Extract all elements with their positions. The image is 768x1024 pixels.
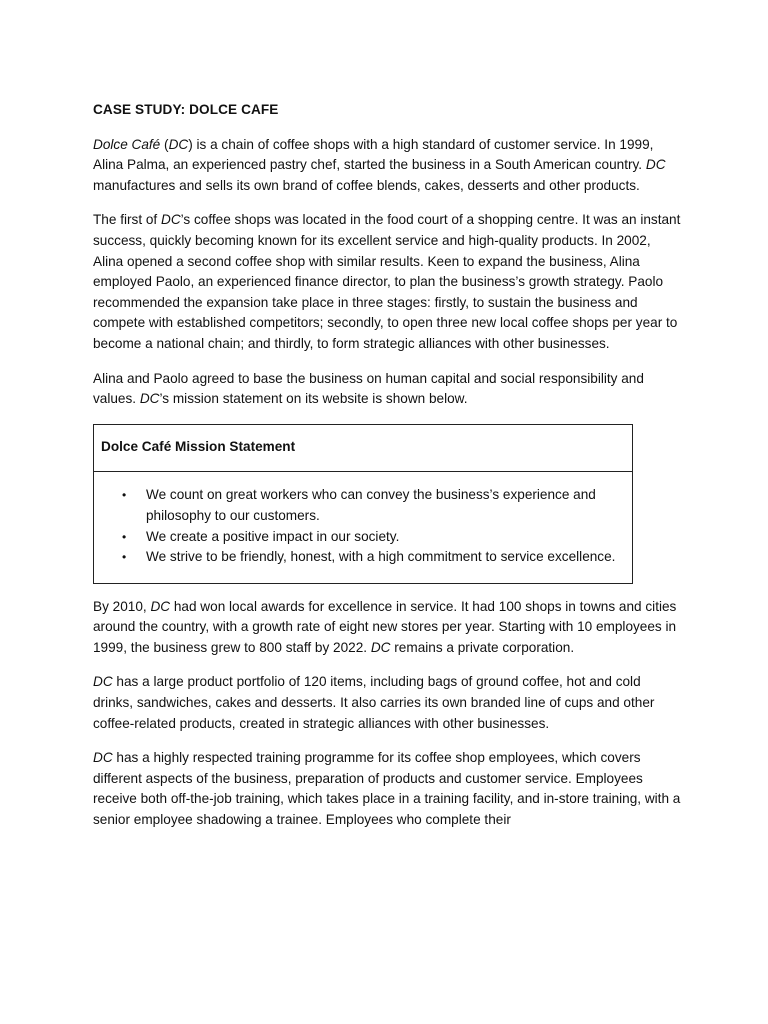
mission-item — [122, 547, 622, 568]
document-page — [93, 100, 683, 845]
company-abbr: DC — [168, 136, 189, 152]
training-paragraph — [93, 748, 683, 830]
intro-paragraph — [93, 135, 683, 197]
text-run: By 2010, — [93, 598, 151, 614]
company-abbr: DC — [93, 750, 113, 766]
mission-item-text: We strive to be friendly, honest, with a high commitment to service excellence. — [146, 549, 616, 565]
company-abbr: DC — [645, 157, 666, 173]
company-abbr: DC — [370, 639, 391, 655]
text-run: Alina and Paolo agreed to base the business on human capital and social responsibility and values. — [93, 370, 644, 407]
bullet-icon: • — [122, 529, 127, 544]
mission-statement-title: Dolce Café Mission Statement — [94, 425, 632, 473]
mission-statement-box — [93, 424, 633, 584]
mission-item — [122, 485, 622, 526]
text-run: ( — [160, 136, 169, 152]
company-abbr: DC — [150, 598, 171, 614]
bullet-icon: • — [122, 488, 127, 503]
history-paragraph — [93, 210, 683, 354]
mission-item-text: We count on great workers who can convey the business’s experience and philosophy to our customers. — [146, 487, 596, 523]
text-run: has a highly respected training programme for its coffee shop employees, which covers different aspects of the business, preparation of products and customer service. Employees receive both off-the-job training, which takes place in a training facility, and in-store training, with a senior employee shadowing a trainee. Employees who complete their — [93, 750, 681, 828]
text-run: ) is a chain of coffee shops with a high standard of customer service. In 1999, Alina Palma, an experienced pastry chef, started the business in a South American country. — [93, 136, 654, 173]
values-paragraph — [93, 369, 683, 410]
text-run: manufactures and sells its own brand of coffee blends, cakes, desserts and other products. — [93, 177, 640, 193]
mission-statement-list — [94, 472, 632, 582]
case-study-heading: CASE STUDY: DOLCE CAFE — [93, 102, 279, 117]
bullet-icon: • — [122, 550, 127, 565]
text-run: ’s coffee shops was located in the food court of a shopping centre. It was an instant success, quickly becoming known for its excellent service and high-quality products. In 2002, Alina opened a second coffee shop with similar results. Keen to expand the business, Alina employed Paolo, an experienced finance director, to plan the business’s growth strategy. Paolo recommended the expansion take place in three stages: firstly, to sustain the business and compete with established competitors; secondly, to open three new local coffee shops per year to become a national chain; and thirdly, to form strategic alliances with other businesses. — [93, 212, 681, 351]
company-abbr: DC — [161, 212, 181, 228]
text-run: has a large product portfolio of 120 items, including bags of ground coffee, hot and cold drinks, sandwiches, cakes and desserts. It also carries its own branded line of cups and other coffee-related products, created in strategic alliances with other businesses. — [93, 674, 655, 731]
text-run: ’s mission statement on its website is shown below. — [159, 391, 468, 407]
text-run: had won local awards for excellence in service. It had 100 shops in towns and cities around the country, with a growth rate of eight new stores per year. Starting with 10 employees in 1999, the business grew to 800 staff by 2022. — [93, 598, 677, 655]
company-name: Dolce Café — [93, 136, 161, 152]
text-run: remains a private corporation. — [390, 639, 575, 655]
mission-item-text: We create a positive impact in our society. — [146, 528, 400, 544]
company-abbr: DC — [139, 391, 160, 407]
mission-item — [122, 527, 622, 548]
company-abbr: DC — [93, 674, 113, 690]
text-run: The first of — [93, 212, 161, 228]
products-paragraph — [93, 672, 683, 734]
growth-paragraph — [93, 597, 683, 659]
